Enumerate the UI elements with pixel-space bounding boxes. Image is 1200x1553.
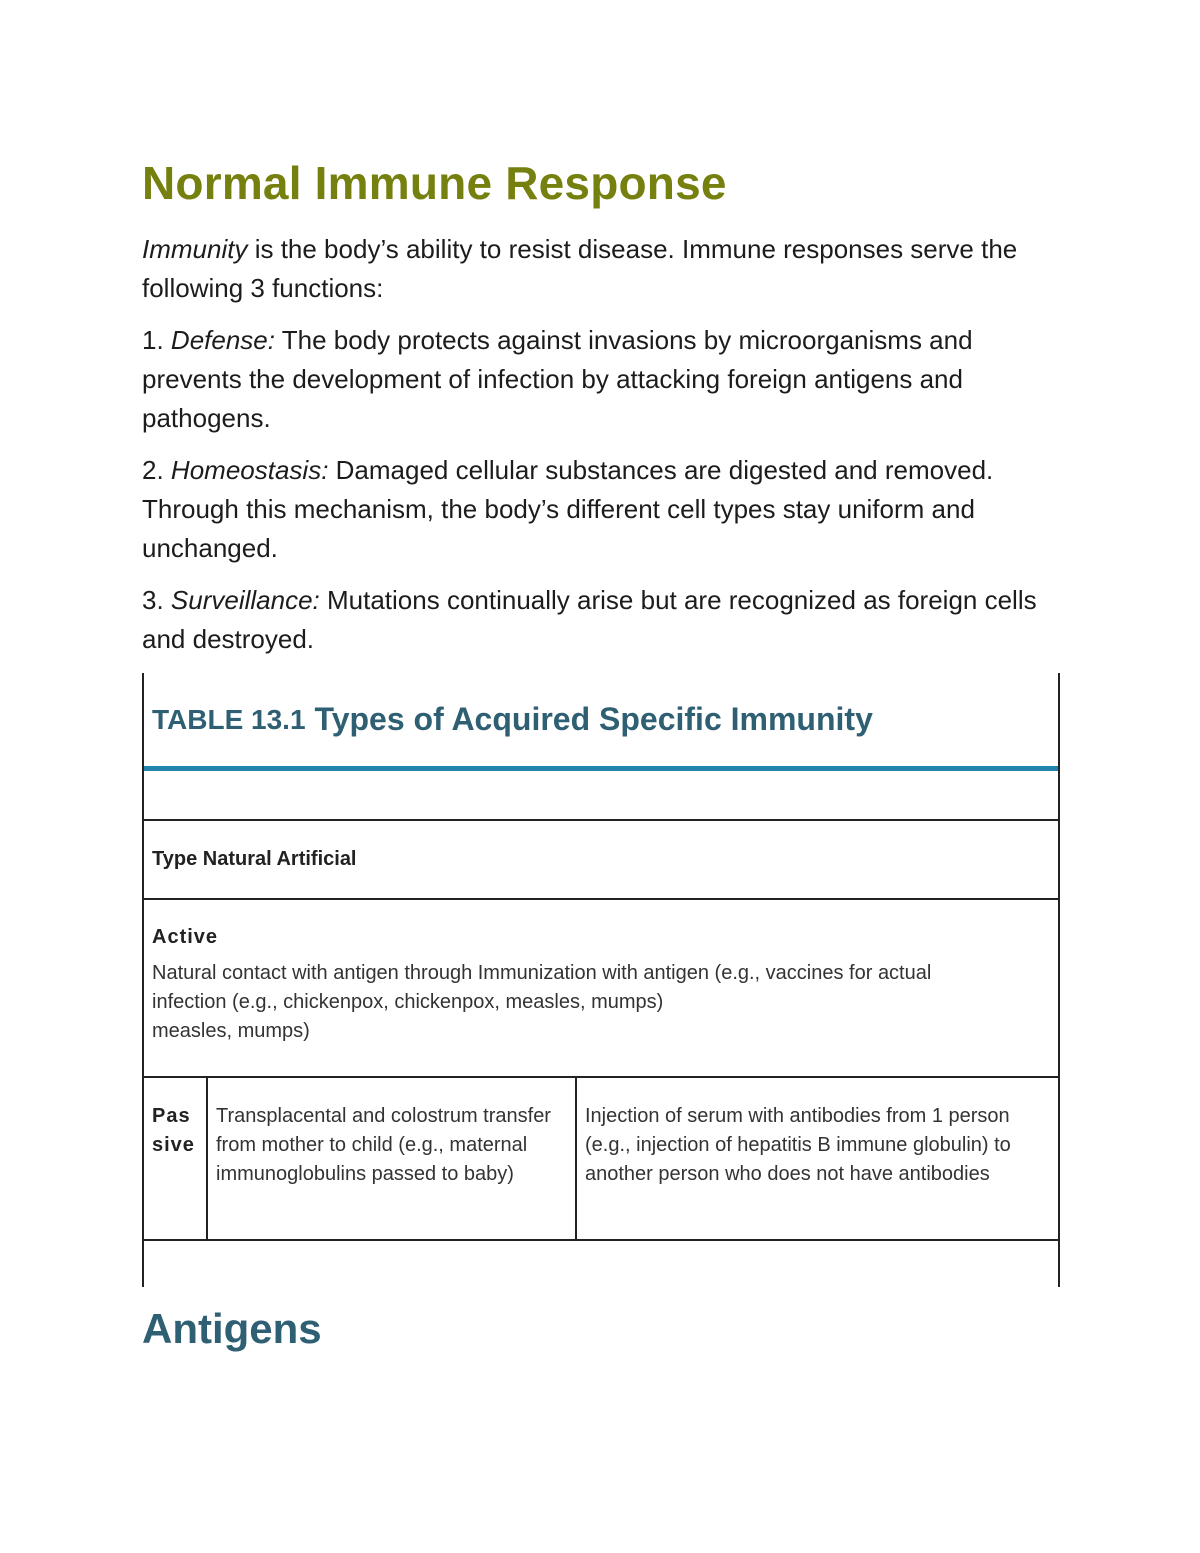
function-item-defense	[142, 321, 1060, 438]
table-caption-label: TABLE 13.1	[152, 703, 306, 735]
document-page	[142, 150, 1060, 1355]
table-caption	[144, 673, 1058, 771]
table-row-active	[144, 900, 1058, 1078]
table-caption-title: Types of Acquired Specific Immunity	[314, 701, 873, 737]
intro-term: Immunity	[142, 234, 248, 264]
active-description	[152, 959, 1050, 1046]
function-term: Surveillance:	[170, 585, 320, 615]
antigens-heading: Antigens	[142, 1305, 322, 1352]
function-text: Damaged cellular substances are digested and removed. Through this mechanism, the body’s different cell types stay uniform and unchanged.	[142, 455, 994, 563]
function-text: The body protects against invasions by microorganisms and prevents the development of infection by attacking foreign antigens and pathogens.	[142, 325, 973, 433]
immunity-table	[142, 673, 1060, 1287]
page-title: Normal Immune Response	[142, 157, 727, 209]
passive-natural-cell: Transplacental and colostrum transfer from mother to child (e.g., maternal immunoglobulins passed to baby)	[208, 1078, 577, 1239]
passive-label-cell	[144, 1078, 208, 1239]
active-line-1: Natural contact with antigen through Immunization with antigen (e.g., vaccines for actual	[152, 962, 932, 984]
passive-label-part2: sive	[152, 1134, 195, 1156]
function-number: 1.	[142, 325, 171, 355]
table-row-empty	[144, 771, 1058, 821]
function-text: Mutations continually arise but are recognized as foreign cells and destroyed.	[142, 585, 1037, 654]
table-header-text: Type Natural Artificial	[152, 848, 357, 870]
intro-text: is the body’s ability to resist disease. Immune responses serve the following 3 functions:	[142, 234, 1018, 303]
intro-paragraph	[142, 230, 1060, 308]
passive-artificial-cell: Injection of serum with antibodies from 1 person (e.g., injection of hepatitis B immune globulin) to another person who does not have antibodies	[585, 1105, 1011, 1185]
function-term: Defense:	[170, 325, 275, 355]
active-line-2: infection (e.g., chickenpox, chickenpox, measles, mumps)	[152, 991, 664, 1013]
active-label: Active	[152, 926, 219, 948]
table-row-passive	[144, 1078, 1058, 1241]
function-item-surveillance	[142, 581, 1060, 659]
active-line-3: measles, mumps)	[152, 1020, 310, 1042]
function-number: 2.	[142, 455, 171, 485]
function-number: 3.	[142, 585, 171, 615]
passive-label-part1: Pas	[152, 1105, 191, 1127]
function-item-homeostasis	[142, 451, 1060, 568]
function-term: Homeostasis:	[170, 455, 329, 485]
table-header-row	[144, 821, 1058, 900]
